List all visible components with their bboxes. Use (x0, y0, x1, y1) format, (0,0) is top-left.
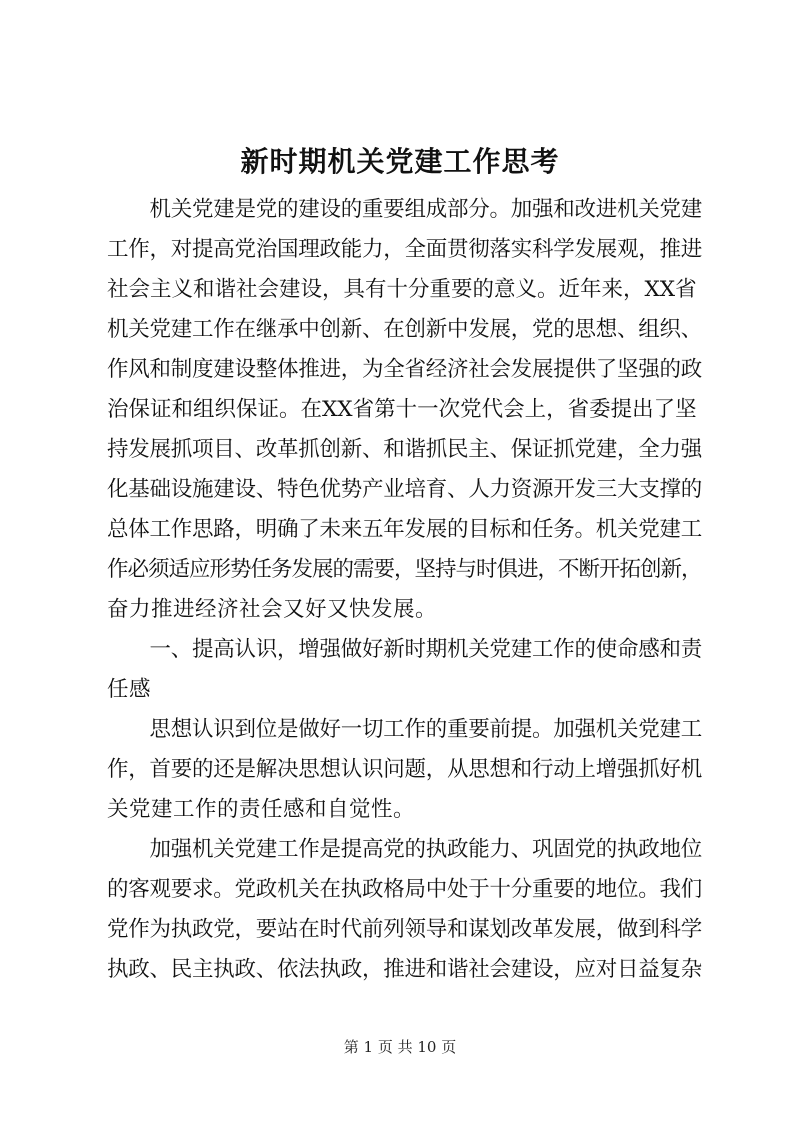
body-line: 作必须适应形势任务发展的需要，坚持与时俱进，不断开拓创新， (107, 557, 702, 582)
body-line: 奋力推进经济社会又好又快发展。 (107, 597, 438, 622)
section-heading-line: 一、提高认识，增强做好新时期机关党建工作的使命感和责 (107, 637, 703, 662)
document-body (107, 190, 703, 990)
body-line: 化基础设施建设、特色优势产业培育、人力资源开发三大支撑的 (107, 477, 703, 502)
body-line: 党作为执政党，要站在时代前列领导和谋划改革发展，做到科学 (107, 917, 703, 942)
page-number-footer: 第 1 页 共 10 页 (343, 1038, 457, 1056)
body-line: 工作，对提高党治国理政能力，全面贯彻落实科学发展观，推进 (107, 237, 703, 262)
body-line: 关党建工作的责任感和自觉性。 (107, 797, 416, 822)
body-line: 的客观要求。党政机关在执政格局中处于十分重要的地位。我们 (107, 877, 703, 902)
body-line: 执政、民主执政、依法执政，推进和谐社会建设，应对日益复杂 (107, 957, 703, 982)
body-line: 机关党建工作在继承中创新、在创新中发展，党的思想、组织、 (107, 317, 703, 342)
body-line: 持发展抓项目、改革抓创新、和谐抓民主、保证抓党建，全力强 (107, 437, 703, 462)
body-line: 加强机关党建工作是提高党的执政能力、巩固党的执政地位 (107, 837, 703, 862)
body-line: 治保证和组织保证。在XX省第十一次党代会上，省委提出了坚 (107, 397, 697, 422)
body-line: 作，首要的还是解决思想认识问题，从思想和行动上增强抓好机 (107, 757, 703, 782)
document-title: 新时期机关党建工作思考 (240, 145, 560, 178)
body-line: 社会主义和谐社会建设，具有十分重要的意义。近年来，XX省 (107, 277, 697, 302)
body-line: 思想认识到位是做好一切工作的重要前提。加强机关党建工 (107, 717, 703, 742)
section-heading-line: 任感 (107, 677, 152, 702)
body-line: 作风和制度建设整体推进，为全省经济社会发展提供了坚强的政 (107, 357, 703, 382)
body-line: 机关党建是党的建设的重要组成部分。加强和改进机关党建 (107, 197, 703, 222)
body-line: 总体工作思路，明确了未来五年发展的目标和任务。机关党建工 (107, 517, 703, 542)
